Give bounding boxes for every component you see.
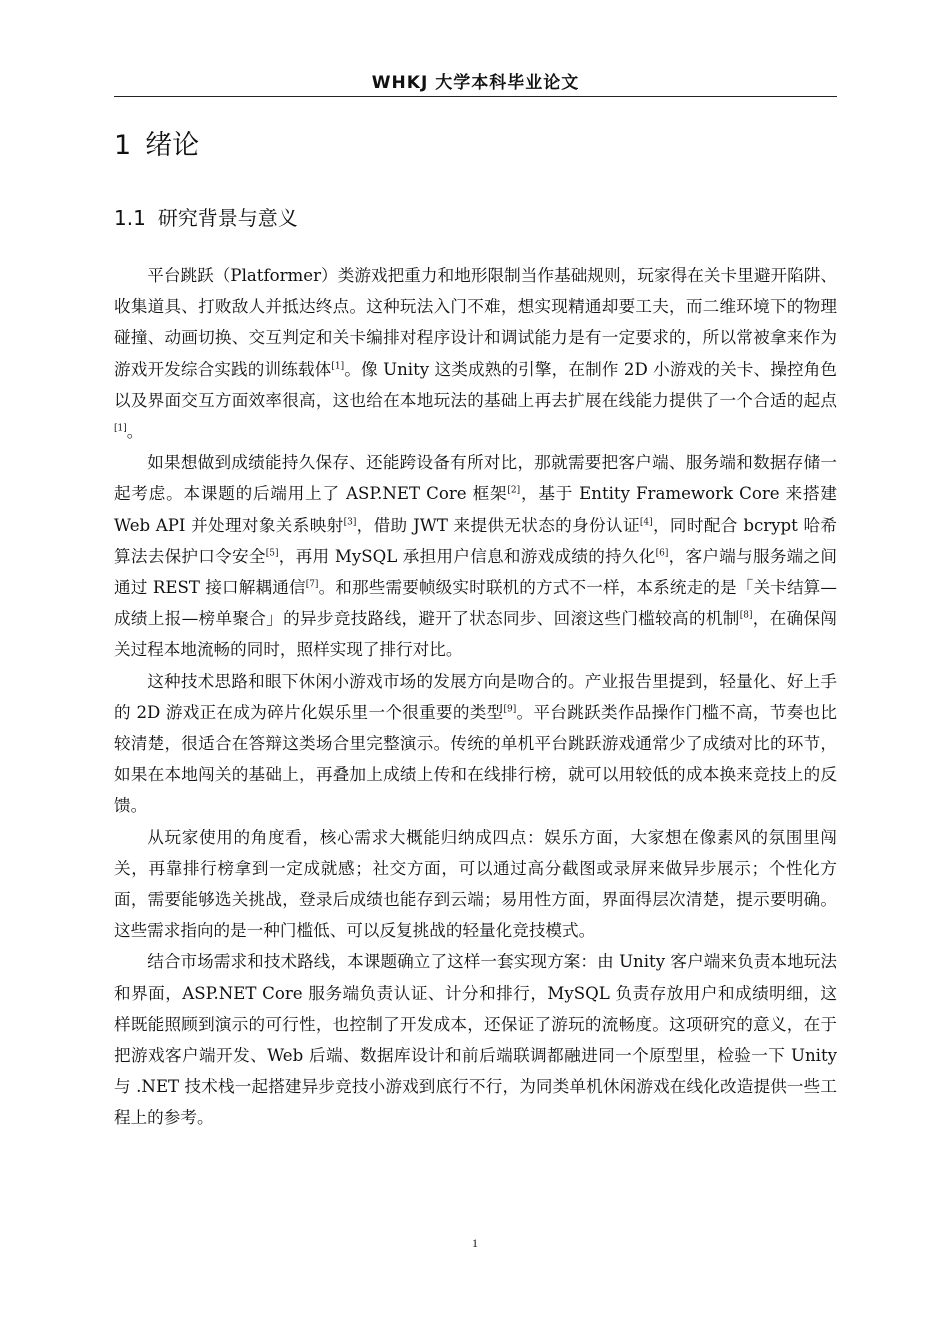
citation: [1] [331, 361, 345, 372]
chapter-title: 绪论 [145, 130, 200, 161]
chapter-number: 1 [114, 130, 132, 161]
citation: [5] [265, 548, 279, 559]
citation: [9] [503, 704, 517, 715]
citation: [7] [305, 579, 319, 590]
citation: [2] [507, 485, 521, 496]
paragraph: 如果想做到成绩能持久保存、还能跨设备有所对比，那就需要把客户端、服务端和数据存储一起考虑。本课题的后端用上了 ASP.NET Core 框架[2]，基于 Entity Framework Core 来搭建 Web API 并处理对象关系映射[3]，借助 JWT 来提供无状态的身份认证[4]，同时配合 bcrypt 哈希算法去保护口令安全[5]，再用 MySQL 承担用户信息和游戏成绩的持久化[6]，客户端与服务端之间通过 REST 接口解耦通信[7]。和那些需要帧级实时联机的方式不一样，本系统走的是「关卡结算—成绩上报—榜单聚合」的异步竞技路线，避开了状态同步、回滚这些门槛较高的机制[8]，在确保闯关过程本地流畅的同时，照样实现了排行对比。 [114, 453, 838, 660]
citation: [3] [343, 517, 357, 528]
paragraph: 这种技术思路和眼下休闲小游戏市场的发展方向是吻合的。产业报告里提到，轻量化、好上手的 2D 游戏正在成为碎片化娱乐里一个很重要的类型[9]。平台跳跃类作品操作门槛不高，节奏也比较清楚，很适合在答辩这类场合里完整演示。传统的单机平台跳跃游戏通常少了成绩对比的环节，如果在本地闯关的基础上，再叠加上成绩上传和在线排行榜，就可以用较低的成本换来竞技上的反馈。 [114, 671, 837, 816]
paragraph: 平台跳跃（Platformer）类游戏把重力和地形限制当作基础规则，玩家得在关卡里避开陷阱、收集道具、打败敌人并抵达终点。这种玩法入门不难，想实现精通却要工夫，而二维环境下的物理碰撞、动画切换、交互判定和关卡编排对程序设计和调试能力是有一定要求的，所以常被拿来作为游戏开发综合实践的训练载体[1]。像 Unity 这类成熟的引擎，在制作 2D 小游戏的关卡、操控角色以及界面交互方面效率很高，这也给在本地玩法的基础上再去扩展在线能力提供了一个合适的起点[1]。 [114, 266, 838, 442]
page-number: 1 [472, 1236, 478, 1250]
header-title: WHKJ 大学本科毕业论文 [371, 73, 580, 93]
page-footer [0, 1236, 950, 1251]
running-header [114, 70, 837, 97]
paragraph: 结合市场需求和技术路线，本课题确立了这样一套实现方案：由 Unity 客户端来负责本地玩法和界面，ASP.NET Core 服务端负责认证、计分和排行，MySQL 负责存放用户和成绩明细，这样既能照顾到演示的可行性，也控制了开发成本，还保证了游玩的流畅度。这项研究的意义，在于把游戏客户端开发、Web 后端、数据库设计和前后端联调都融进同一个原型里，检验一下 Unity 与 .NET 技术栈一起搭建异步竞技小游戏到底行不行，为同类单机休闲游戏在线化改造提供一些工程上的参考。 [114, 952, 837, 1128]
section-number: 1.1 [114, 206, 146, 230]
citation: [4] [639, 517, 653, 528]
paragraph: 从玩家使用的角度看，核心需求大概能归纳成四点：娱乐方面，大家想在像素风的氛围里闯关，再靠排行榜拿到一定成就感；社交方面，可以通过高分截图或录屏来做异步展示；个性化方面，需要能够选关挑战，登录后成绩也能存到云端；易用性方面，界面得层次清楚，提示要明确。这些需求指向的是一种门槛低、可以反复挑战的轻量化竞技模式。 [114, 827, 837, 941]
section-heading [114, 202, 298, 234]
citation: [6] [655, 548, 669, 559]
chapter-heading [114, 128, 199, 164]
body-text [114, 260, 837, 1134]
citation: [1] [114, 423, 127, 434]
section-title: 研究背景与意义 [157, 206, 298, 230]
citation: [8] [739, 610, 753, 621]
